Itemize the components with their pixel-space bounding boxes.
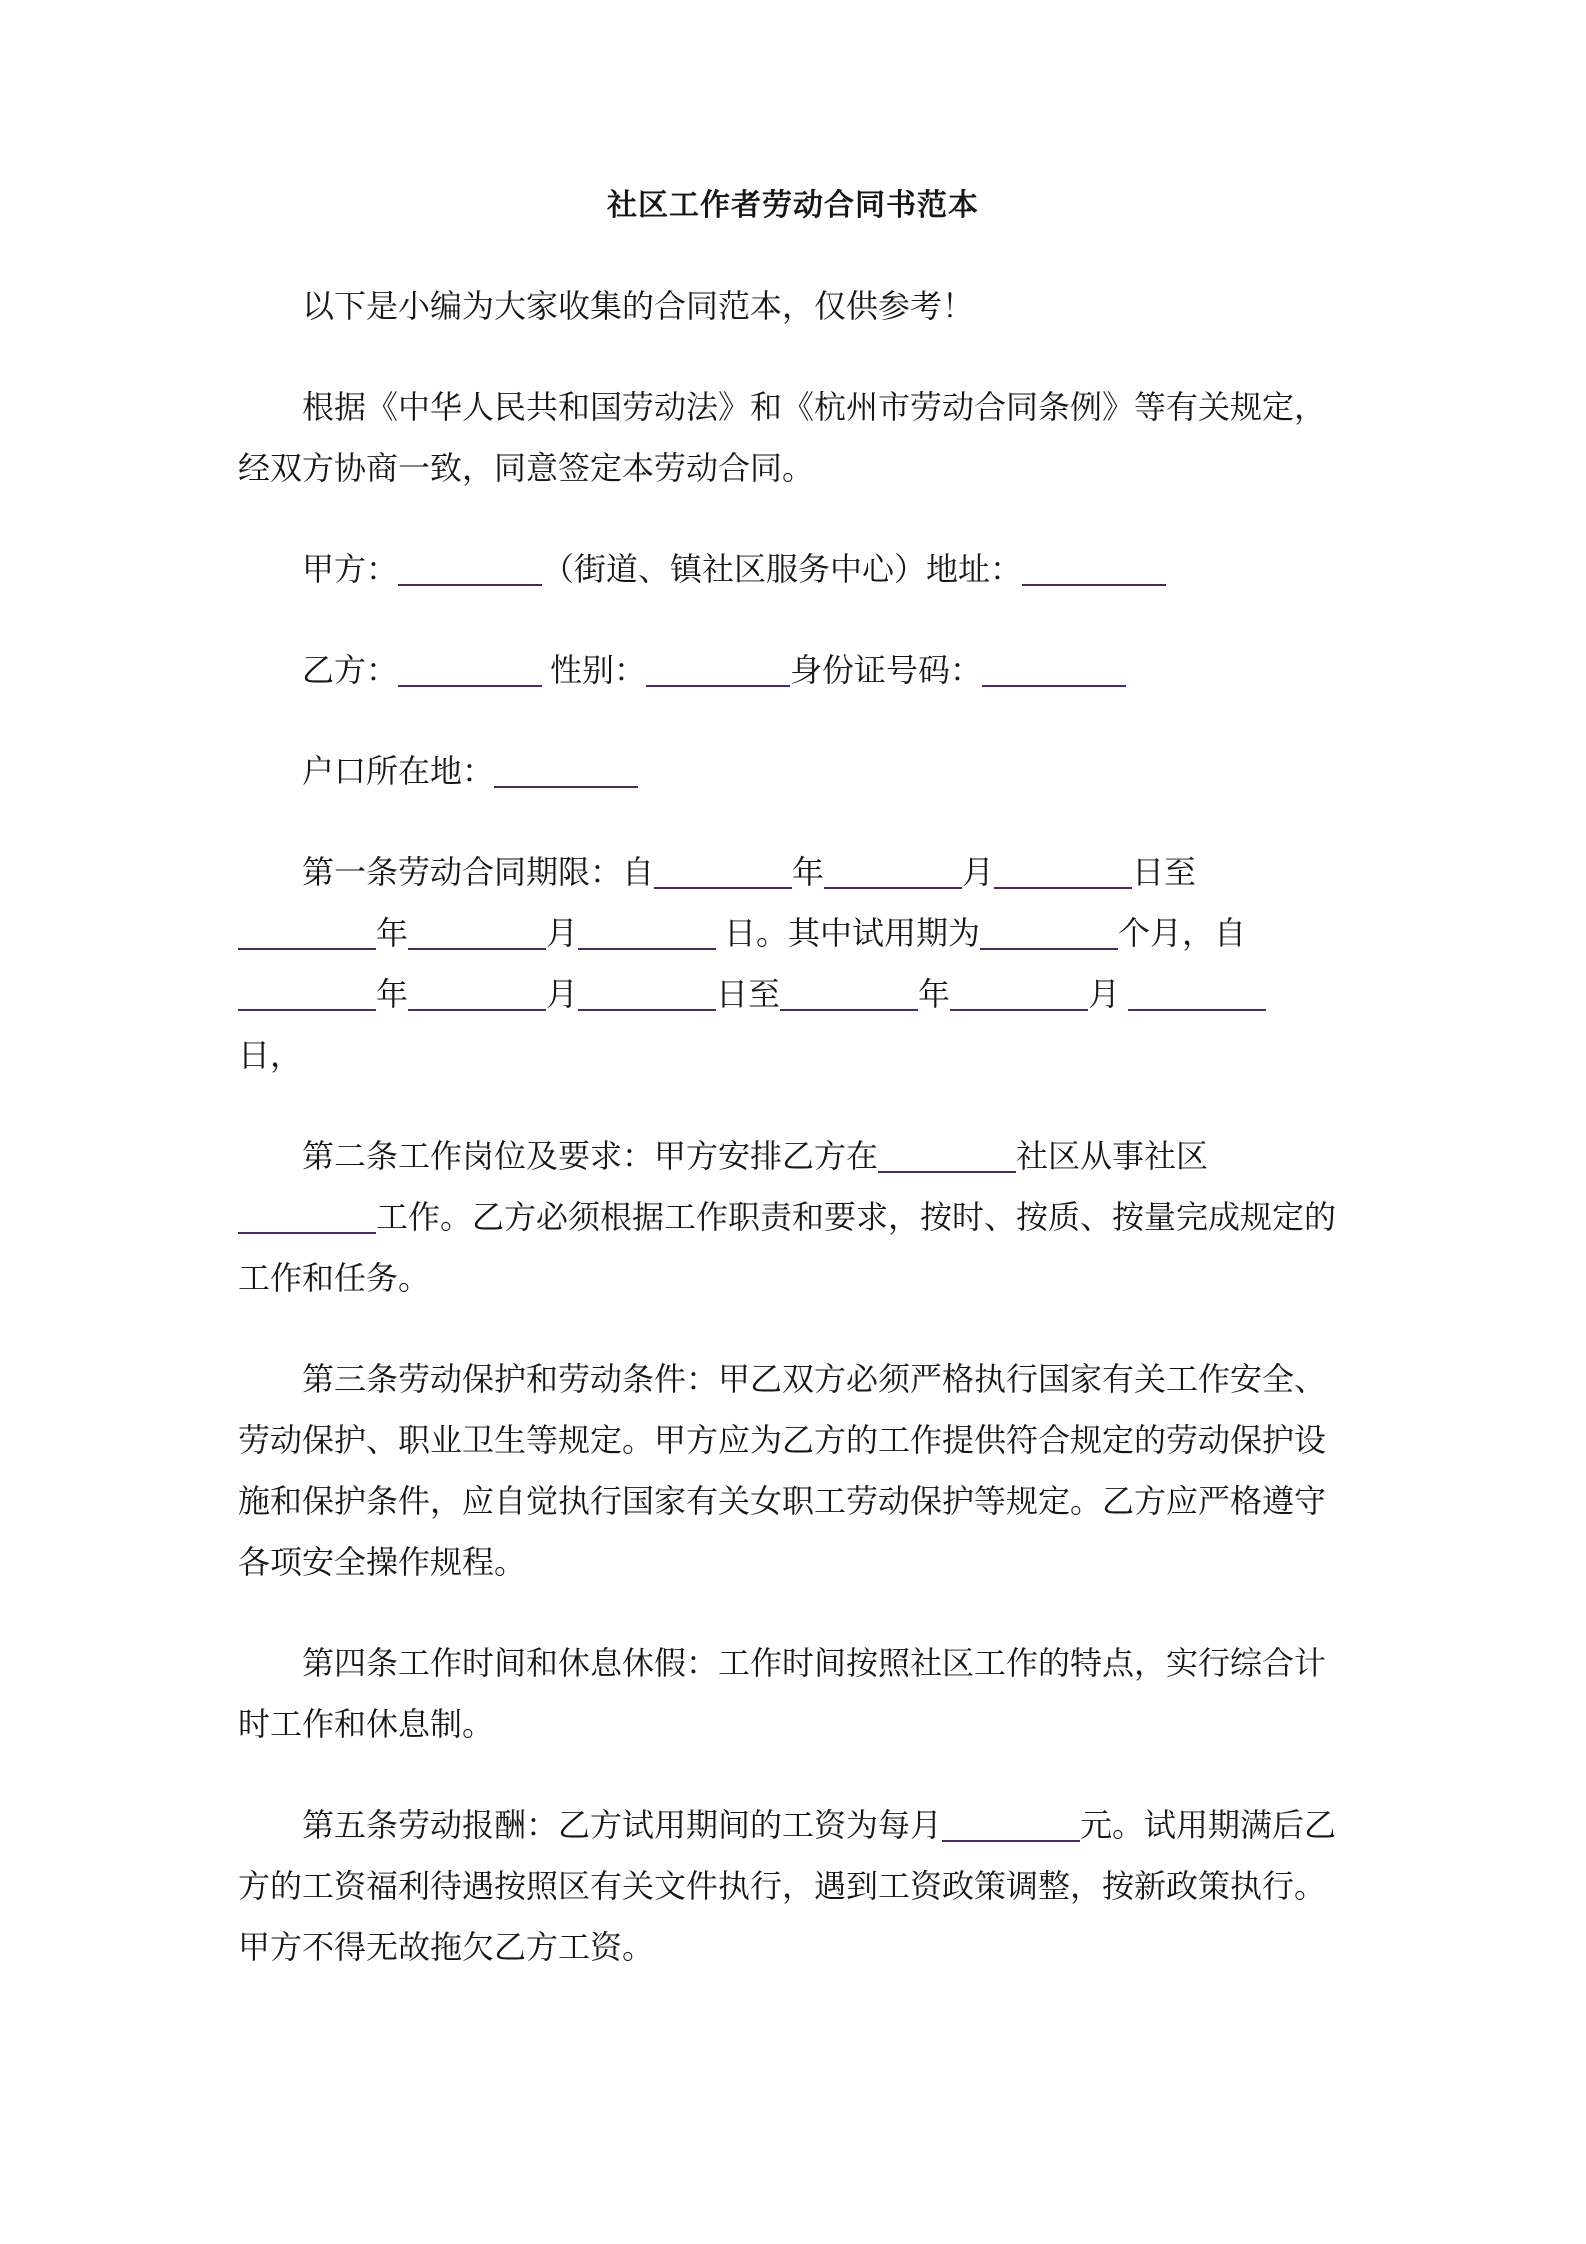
doc-text: 日至: [716, 976, 781, 1012]
fill-in-blank-underline: [494, 774, 638, 788]
fill-in-blank-underline: [980, 936, 1118, 950]
doc-text: 年: [918, 976, 951, 1012]
fill-in-blank-underline: [238, 1220, 376, 1234]
fill-in-blank-underline: [780, 997, 918, 1011]
doc-text: 工作和任务。: [238, 1260, 431, 1296]
doc-line: [238, 741, 1406, 802]
doc-text: 乙方：: [302, 652, 399, 688]
fill-in-blank-underline: [942, 1828, 1080, 1842]
doc-line: [238, 276, 1406, 337]
paragraph: [238, 1349, 1406, 1593]
fill-in-blank-underline: [578, 936, 716, 950]
doc-text: 第四条工作时间和休息休假：工作时间按照社区工作的特点，实行综合计: [302, 1645, 1327, 1681]
fill-in-blank-underline: [994, 875, 1132, 889]
fill-in-blank-underline: [878, 1159, 1016, 1173]
fill-in-blank-underline: [646, 673, 790, 687]
doc-text: 日，: [238, 1037, 303, 1073]
doc-text: 户口所在地：: [302, 753, 495, 789]
doc-text: 日至: [1132, 854, 1197, 890]
doc-line: [238, 640, 1406, 701]
doc-text: 根据《中华人民共和国劳动法》和《杭州市劳动合同条例》等有关规定，: [302, 389, 1327, 425]
paragraph: [238, 640, 1406, 701]
doc-line: [238, 1410, 1406, 1471]
doc-text: 第二条工作岗位及要求：甲方安排乙方在: [302, 1138, 879, 1174]
fill-in-blank-underline: [398, 572, 542, 586]
doc-text: 年: [376, 976, 409, 1012]
doc-line: [238, 1471, 1406, 1532]
doc-text: 各项安全操作规程。: [238, 1544, 527, 1580]
doc-line: [238, 377, 1406, 438]
fill-in-blank-underline: [1022, 572, 1166, 586]
doc-text: 第五条劳动报酬：乙方试用期间的工资为每月: [302, 1807, 943, 1843]
fill-in-blank-underline: [824, 875, 962, 889]
fill-in-blank-underline: [238, 997, 376, 1011]
fill-in-blank-underline: [408, 936, 546, 950]
doc-text: 甲方：: [302, 551, 399, 587]
paragraph: [238, 539, 1406, 600]
doc-text: 月: [962, 854, 995, 890]
doc-text: 元。试用期满后乙: [1080, 1807, 1337, 1843]
paragraph: [238, 377, 1406, 499]
paragraph: [238, 1126, 1406, 1309]
doc-text: 第一条劳动合同期限：自: [302, 854, 655, 890]
doc-text: 年: [792, 854, 825, 890]
doc-text: 月: [546, 976, 579, 1012]
doc-line: [238, 1248, 1406, 1309]
doc-text: 时工作和休息制。: [238, 1706, 495, 1742]
doc-line: [238, 1532, 1406, 1593]
doc-text: 劳动保护、职业卫生等规定。甲方应为乙方的工作提供符合规定的劳动保护设: [238, 1422, 1327, 1458]
doc-line: [238, 539, 1406, 600]
doc-text: 日。其中试用期为: [716, 915, 981, 951]
doc-line: [238, 1795, 1406, 1856]
fill-in-blank-underline: [578, 997, 716, 1011]
fill-in-blank-underline: [982, 673, 1126, 687]
doc-line: [238, 842, 1406, 903]
paragraph: [238, 741, 1406, 802]
doc-line: [238, 964, 1406, 1025]
doc-text: 经双方协商一致，同意签定本劳动合同。: [238, 450, 815, 486]
doc-line: [238, 1025, 1406, 1086]
doc-line: [238, 1694, 1406, 1755]
fill-in-blank-underline: [1128, 997, 1266, 1011]
doc-line: [238, 1856, 1406, 1917]
doc-text: 第三条劳动保护和劳动条件：甲乙双方必须严格执行国家有关工作安全、: [302, 1361, 1327, 1397]
fill-in-blank-underline: [398, 673, 542, 687]
doc-text: 甲方不得无故拖欠乙方工资。: [238, 1929, 655, 1965]
doc-text: 社区从事社区: [1016, 1138, 1209, 1174]
doc-line: [238, 1187, 1406, 1248]
doc-text: （街道、镇社区服务中心）地址：: [542, 551, 1023, 587]
doc-line: [238, 903, 1406, 964]
paragraph: [238, 1795, 1406, 1978]
doc-text: 个月，自: [1118, 915, 1247, 951]
doc-text: 性别：: [542, 652, 647, 688]
document-body: [238, 276, 1406, 1978]
fill-in-blank-underline: [950, 997, 1088, 1011]
doc-text: 月: [1088, 976, 1129, 1012]
doc-text: 工作。乙方必须根据工作职责和要求，按时、按质、按量完成规定的: [376, 1199, 1337, 1235]
doc-text: 方的工资福利待遇按照区有关文件执行，遇到工资政策调整，按新政策执行。: [238, 1868, 1327, 1904]
doc-text: 年: [376, 915, 409, 951]
doc-text: 以下是小编为大家收集的合同范本，仅供参考！: [302, 288, 975, 324]
fill-in-blank-underline: [654, 875, 792, 889]
doc-line: [238, 1917, 1406, 1978]
document-title: 社区工作者劳动合同书范本: [607, 189, 979, 222]
doc-text: 施和保护条件，应自觉执行国家有关女职工劳动保护等规定。乙方应严格遵守: [238, 1483, 1327, 1519]
doc-line: [238, 1126, 1406, 1187]
paragraph: [238, 842, 1406, 1086]
doc-line: [238, 1633, 1406, 1694]
doc-text: 月: [546, 915, 579, 951]
fill-in-blank-underline: [408, 997, 546, 1011]
doc-line: [238, 438, 1406, 499]
doc-text: 身份证号码：: [790, 652, 983, 688]
paragraph: [238, 276, 1406, 337]
doc-line: [238, 1349, 1406, 1410]
paragraph: [238, 1633, 1406, 1755]
fill-in-blank-underline: [238, 936, 376, 950]
